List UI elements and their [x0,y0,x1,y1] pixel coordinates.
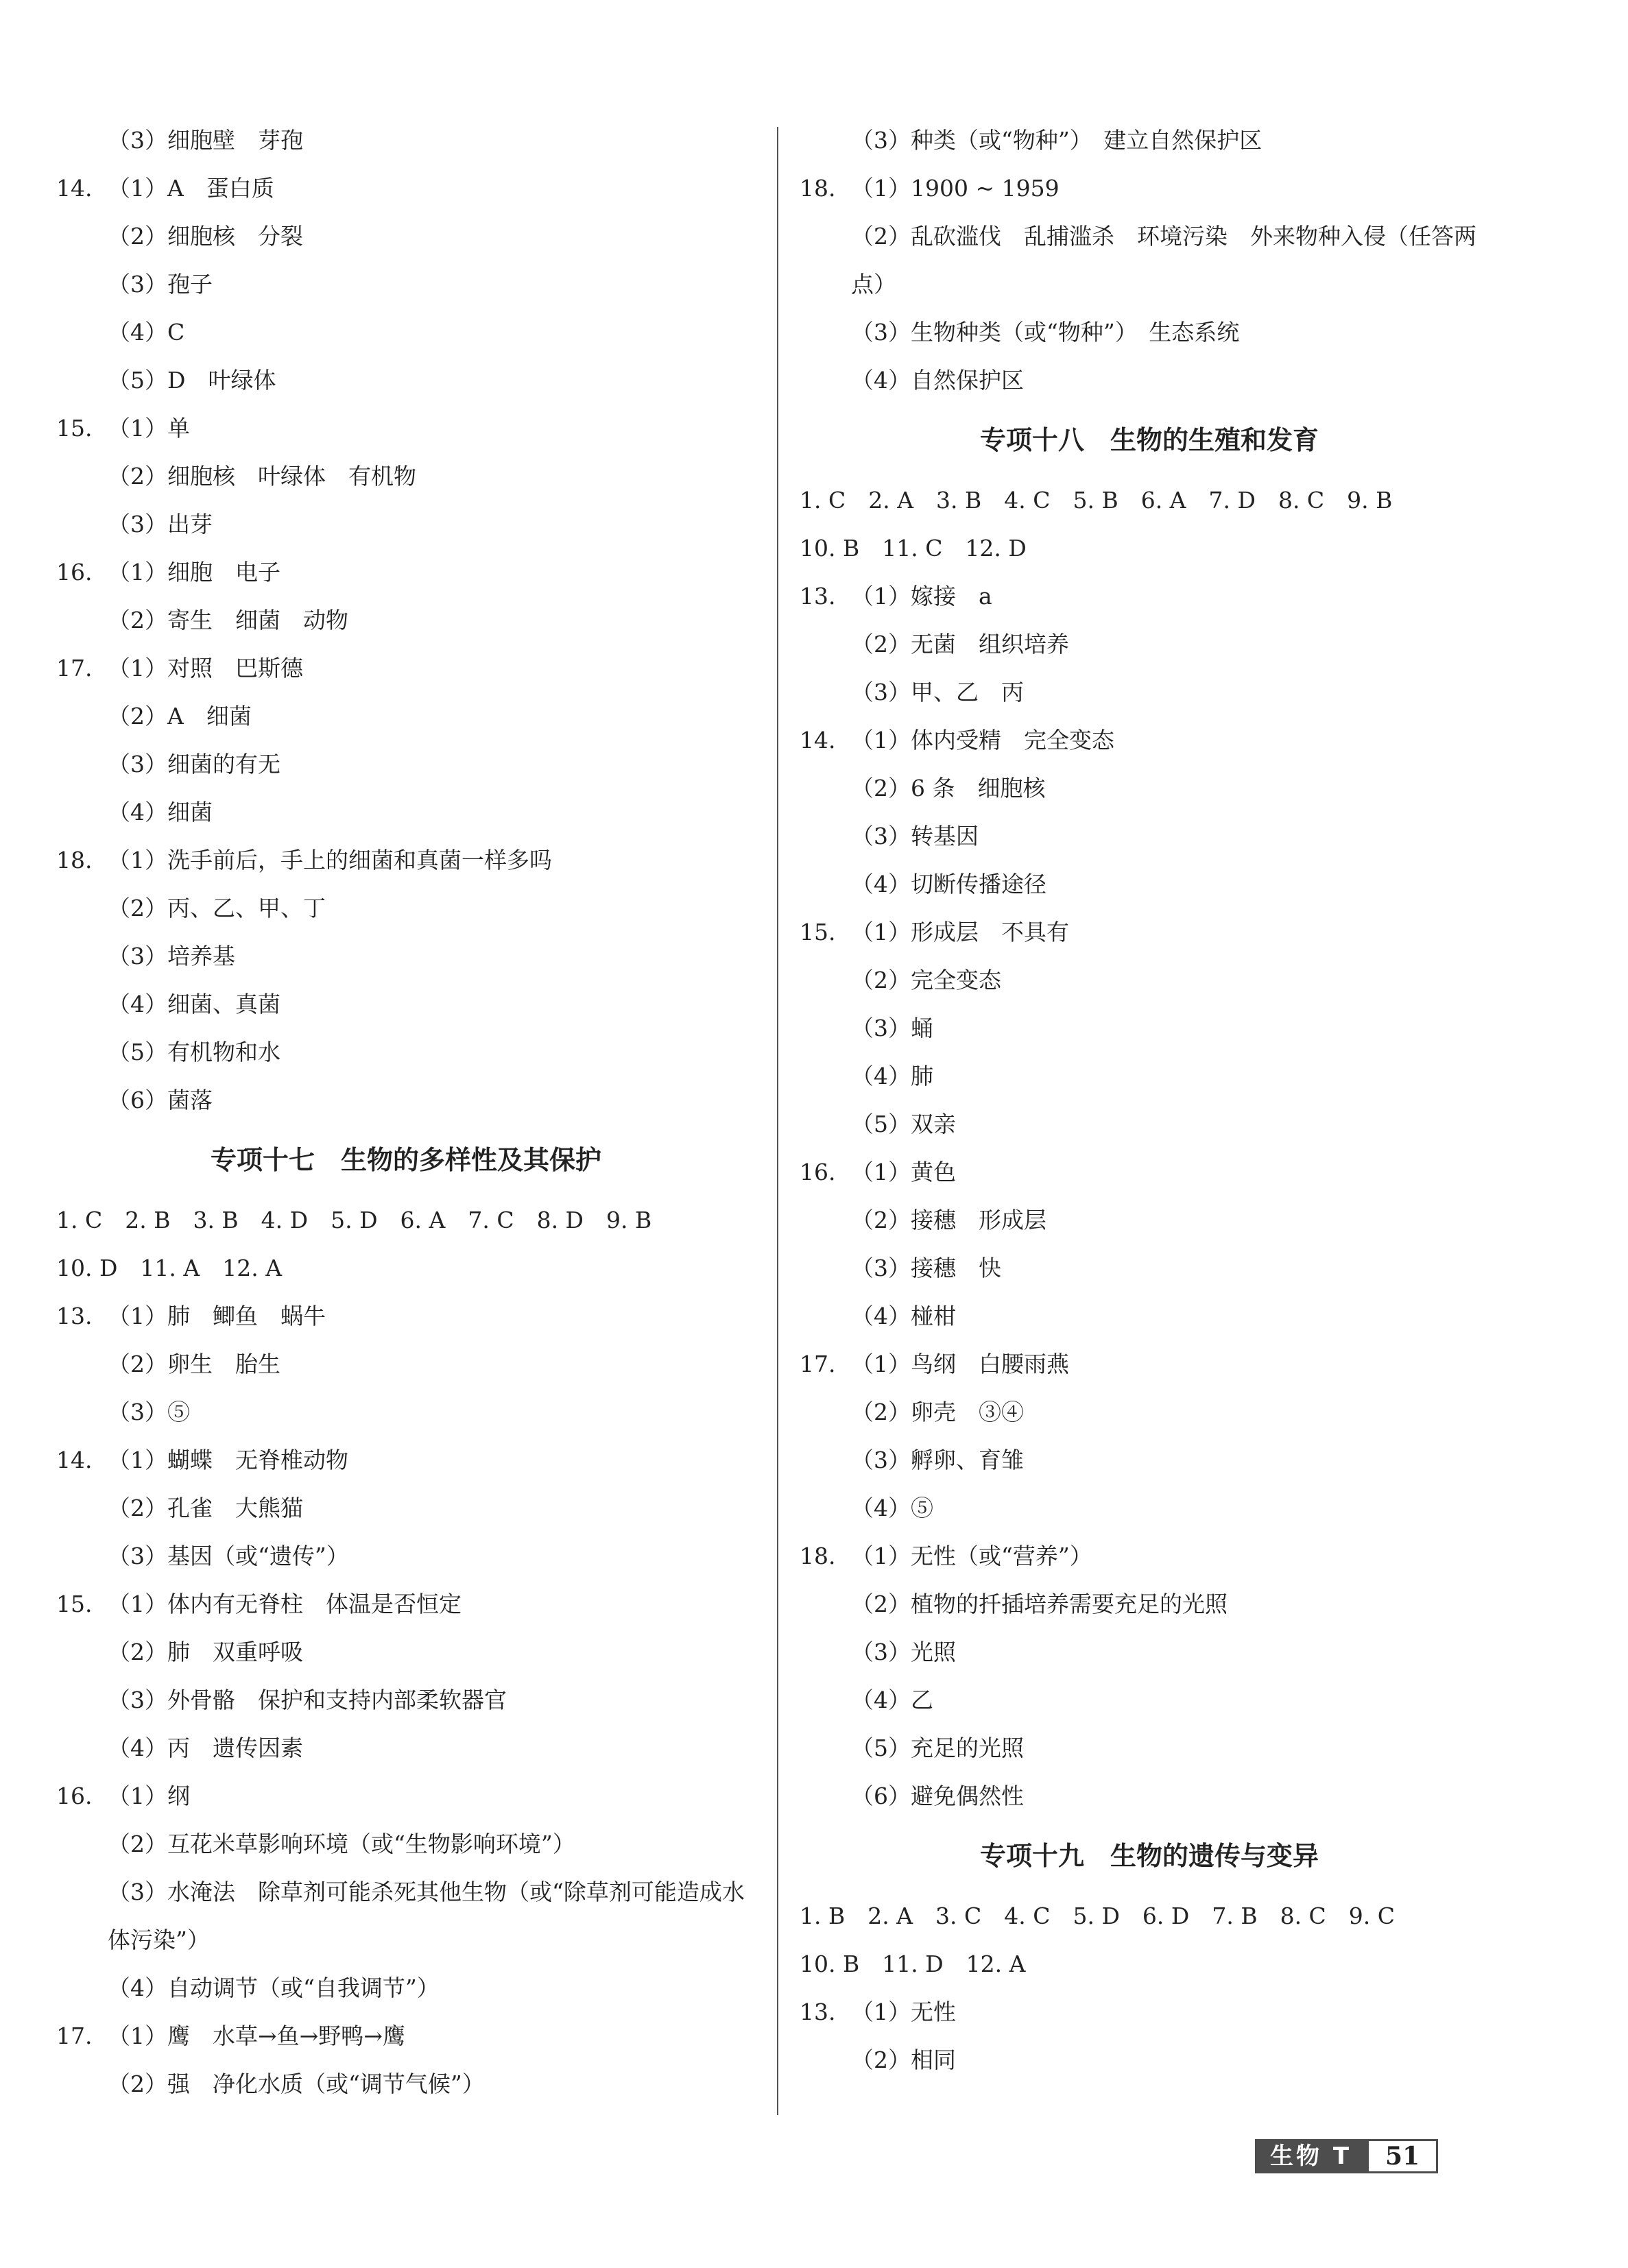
answer-line [800,1244,1499,1292]
answer-line [800,309,1499,357]
answer-text: （1）肺 鲫鱼 蜗牛 [108,1303,326,1329]
answer-text: （2）完全变态 [851,967,1001,993]
answer-line [800,1484,1499,1532]
answer-line [800,1532,1499,1580]
answer-line [800,476,1499,524]
answer-line [56,980,756,1028]
answer-text: （5）双亲 [851,1111,956,1137]
answer-text: （1）鹰 水草→鱼→野鸭→鹰 [108,2023,405,2049]
answer-text: （3）蛹 [851,1015,933,1041]
answer-line [56,644,756,692]
answer-line [800,764,1499,812]
answer-line [56,1292,756,1340]
answer-line [800,1628,1499,1676]
answer-line [800,716,1499,764]
answer-line [800,1388,1499,1436]
answer-text: 10. B 11. C 12. D [800,535,1027,562]
answer-text: 10. B 11. D 12. A [800,1951,1026,1977]
section-heading: 专项十八 生物的生殖和发育 [979,425,1319,455]
answer-text: （2）丙、乙、甲、丁 [108,895,326,921]
answer-text: （3）出芽 [108,511,213,538]
answer-text: （6）避免偶然性 [851,1783,1024,1809]
answer-line [56,1580,756,1628]
answer-line [800,1196,1499,1244]
answer-text: （1）体内受精 完全变态 [851,727,1114,753]
answer-line [800,956,1499,1004]
answer-text: （3）接穗 快 [851,1255,1001,1281]
answer-line [56,692,756,740]
answer-text: （2）细胞核 分裂 [108,223,303,250]
answer-text: （4）椪柑 [851,1303,956,1329]
answer-line [800,213,1499,309]
answer-text: （4）细菌、真菌 [108,991,280,1017]
answer-text: （3）基因（或“遗传”） [108,1543,349,1569]
answer-text: （4）细菌 [108,799,213,825]
section-heading: 专项十七 生物的多样性及其保护 [210,1145,601,1175]
answer-line [800,572,1499,620]
answer-line [56,1964,756,2012]
question-number: 17. [56,2023,93,2049]
answer-text: （2）细胞核 叶绿体 有机物 [108,463,416,490]
answer-line [800,1580,1499,1628]
answer-line [56,596,756,644]
answer-text: （2）孔雀 大熊猫 [108,1495,303,1521]
answer-line [800,1292,1499,1340]
answer-line [800,908,1499,956]
answer-text: 1. C 2. A 3. B 4. C 5. B 6. A 7. D 8. C 9. B [800,487,1393,514]
answer-text: （1）形成层 不具有 [851,919,1069,945]
answer-text: （1）1900 ~ 1959 [851,175,1060,202]
answer-line [56,1628,756,1676]
answer-text: 1. C 2. B 3. B 4. D 5. D 6. A 7. C 8. D 9. B [56,1207,652,1233]
answer-line [56,836,756,884]
answer-text: （2）相同 [851,2047,956,2073]
answer-text: （4）肺 [851,1063,933,1089]
answer-text: （4）乙 [851,1687,933,1713]
answer-text: （2）肺 双重呼吸 [108,1639,303,1665]
answer-text: （1）单 [108,415,190,442]
answer-text: （1）鸟纲 白腰雨燕 [851,1351,1069,1377]
answer-text: （4）丙 遗传因素 [108,1735,303,1761]
answer-text: （1）对照 巴斯德 [108,655,303,681]
answer-line [800,812,1499,860]
answer-line [800,668,1499,716]
answer-line [56,1076,756,1124]
answer-text: （1）黄色 [851,1159,956,1185]
question-number: 16. [56,559,93,586]
answer-line [56,1724,756,1772]
answer-text: （4）切断传播途径 [851,871,1046,897]
answer-text: （2）强 净化水质（或“调节气候”） [108,2071,485,2097]
answer-line [56,500,756,548]
answer-line [56,2060,756,2108]
answer-line [56,1820,756,1868]
answer-text: （2）A 细菌 [108,703,252,729]
answer-text: （1）嫁接 a [851,583,992,610]
column-divider [777,127,778,2115]
answer-text: （1）细胞 电子 [108,559,280,586]
question-number: 16. [800,1159,836,1185]
answer-text: （3）培养基 [108,943,235,969]
answer-text: （1）无性 [851,1999,956,2025]
answer-text: （4）自动调节（或“自我调节”） [108,1975,440,2001]
answer-line [800,1148,1499,1196]
answer-line [800,620,1499,668]
answer-line [56,1532,756,1580]
question-number: 16. [56,1783,93,1809]
question-number: 15. [56,1591,93,1617]
answer-line [800,1772,1499,1820]
answer-line [800,2036,1499,2084]
answer-text: （3）种类（或“物种”） 建立自然保护区 [851,127,1262,154]
answer-text: （2）互花米草影响环境（或“生物影响环境”） [108,1831,575,1857]
answer-line [56,213,756,261]
answer-text: （3）孵卵、育雏 [851,1447,1024,1473]
question-number: 17. [800,1351,836,1377]
answer-line [56,1388,756,1436]
answer-line [800,1052,1499,1100]
answer-line [56,548,756,596]
answer-text: （3）甲、乙 丙 [851,679,1024,705]
question-number: 13. [56,1303,93,1329]
answer-text: （3）细胞壁 芽孢 [108,127,303,154]
question-number: 13. [800,1999,836,2025]
answer-line [56,117,756,165]
answer-text: 10. D 11. A 12. A [56,1255,283,1281]
answer-text: （2）乱砍滥伐 乱捕滥杀 环境污染 外来物种入侵（任答两点） [851,223,1476,298]
answer-line [800,1436,1499,1484]
answer-text: （5）有机物和水 [108,1039,280,1065]
answer-line [800,357,1499,405]
answer-line [800,1100,1499,1148]
answer-line [800,1940,1499,1988]
answer-line [56,740,756,788]
answer-line [56,405,756,453]
answer-line [56,357,756,405]
answer-text: （4）C [108,319,185,346]
answer-line [56,453,756,500]
answer-line [56,1772,756,1820]
answer-text: （4）自然保护区 [851,367,1024,394]
answer-text: （2）无菌 组织培养 [851,631,1069,658]
question-number: 14. [56,175,93,202]
answer-text: （2）寄生 细菌 动物 [108,607,348,634]
subject-label: 生物 T [1255,2139,1367,2173]
question-number: 18. [800,1543,836,1569]
answer-line [800,165,1499,213]
answer-line [800,1724,1499,1772]
page-number: 51 [1367,2139,1438,2173]
answer-text: （3）光照 [851,1639,956,1665]
answer-text: （1）体内有无脊柱 体温是否恒定 [108,1591,462,1617]
answer-text: （1）纲 [108,1783,190,1809]
answer-text: （5）充足的光照 [851,1735,1024,1761]
answer-text: （5）D 叶绿体 [108,367,276,394]
answer-line [56,261,756,309]
answer-text: （2）卵壳 ③④ [851,1399,1024,1425]
answer-text: （1）洗手前后，手上的细菌和真菌一样多吗 [108,847,552,873]
section-heading: 专项十九 生物的遗传与变异 [979,1841,1319,1871]
answer-line [56,884,756,932]
question-number: 14. [56,1447,93,1473]
question-number: 13. [800,583,836,610]
answer-line [800,117,1499,165]
answer-line [56,165,756,213]
answer-text: 1. B 2. A 3. C 4. C 5. D 6. D 7. B 8. C 9. C [800,1903,1396,1929]
answer-text: （3）转基因 [851,823,979,849]
answer-line [56,1436,756,1484]
question-number: 18. [56,847,93,873]
left-column [56,117,756,2108]
answer-text: （2）接穗 形成层 [851,1207,1046,1233]
answer-text: （1）无性（或“营养”） [851,1543,1092,1569]
answer-line [56,1196,756,1244]
answer-text: （2）6 条 细胞核 [851,775,1046,801]
answer-line [56,788,756,836]
question-number: 15. [800,919,836,945]
answer-text: （6）菌落 [108,1087,213,1113]
answer-line [800,524,1499,572]
answer-line [56,2012,756,2060]
answer-line [56,932,756,980]
right-column [800,117,1499,2084]
answer-line [800,860,1499,908]
answer-text: （3）细菌的有无 [108,751,280,777]
answer-line [800,1676,1499,1724]
question-number: 17. [56,655,93,681]
answer-text: （3）生物种类（或“物种”） 生态系统 [851,319,1240,346]
answer-text: （3）外骨骼 保护和支持内部柔软器官 [108,1687,507,1713]
answer-line [56,1868,756,1964]
question-number: 14. [800,727,836,753]
answer-line [56,309,756,357]
answer-text: （4）⑤ [851,1495,933,1521]
answer-line [56,1244,756,1292]
answer-text: （1）A 蛋白质 [108,175,274,202]
answer-line [56,1340,756,1388]
answer-line [56,1028,756,1076]
answer-line [800,1988,1499,2036]
answer-line [56,1484,756,1532]
answer-text: （2）植物的扦插培养需要充足的光照 [851,1591,1228,1617]
question-number: 18. [800,175,836,202]
answer-text: （2）卵生 胎生 [108,1351,280,1377]
answer-text: （3）⑤ [108,1399,190,1425]
answer-line [800,1004,1499,1052]
answer-line [800,1892,1499,1940]
answer-line [56,1676,756,1724]
answer-text: （3）孢子 [108,271,213,298]
page-badge [1255,2139,1438,2173]
question-number: 15. [56,415,93,442]
answer-line [800,1340,1499,1388]
answer-text: （3）水淹法 除草剂可能杀死其他生物（或“除草剂可能造成水体污染”） [108,1879,745,1953]
answer-text: （1）蝴蝶 无脊椎动物 [108,1447,348,1473]
